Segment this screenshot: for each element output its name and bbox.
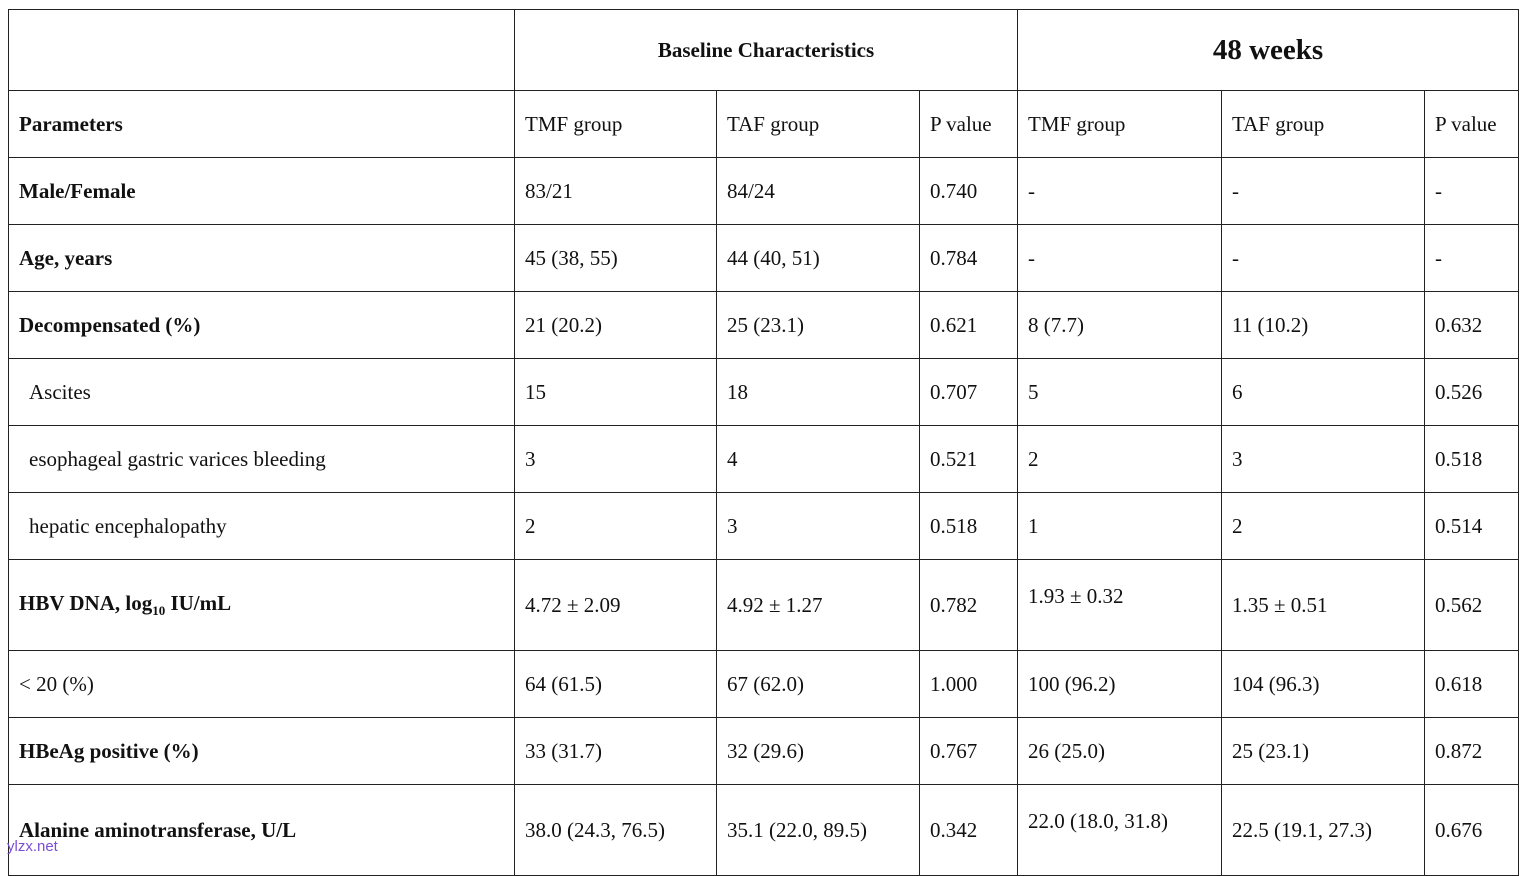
row-label: Male/Female (9, 158, 515, 225)
cell: 64 (61.5) (515, 651, 717, 718)
row-label: esophageal gastric varices bleeding (9, 426, 515, 493)
cell: 38.0 (24.3, 76.5) (515, 785, 717, 876)
col-tmf-48w: TMF group (1018, 91, 1222, 158)
cell: 1.93 ± 0.32 (1018, 560, 1222, 651)
col-p-baseline: P value (920, 91, 1018, 158)
cell: 45 (38, 55) (515, 225, 717, 292)
cell: 22.0 (18.0, 31.8) (1018, 785, 1222, 876)
row-label: Ascites (9, 359, 515, 426)
row-label: < 20 (%) (9, 651, 515, 718)
cell: 0.872 (1425, 718, 1519, 785)
table-row (9, 785, 1519, 876)
group-header-row (9, 10, 1519, 91)
characteristics-table (8, 9, 1519, 876)
cell: - (1425, 158, 1519, 225)
cell: 26 (25.0) (1018, 718, 1222, 785)
table-row (9, 359, 1519, 426)
column-header-row (9, 91, 1519, 158)
col-parameters: Parameters (9, 91, 515, 158)
row-label: Alanine aminotransferase, U/L (9, 785, 515, 876)
cell: 3 (717, 493, 920, 560)
col-taf-baseline: TAF group (717, 91, 920, 158)
cell: 11 (10.2) (1222, 292, 1425, 359)
cell: 18 (717, 359, 920, 426)
cell: 1 (1018, 493, 1222, 560)
row-label-tail: IU/mL (165, 590, 232, 615)
table-row (9, 158, 1519, 225)
cell: 25 (23.1) (717, 292, 920, 359)
row-label-main: HBV DNA, log (19, 590, 153, 615)
cell: 4.92 ± 1.27 (717, 560, 920, 651)
cell: 0.707 (920, 359, 1018, 426)
cell: 0.518 (1425, 426, 1519, 493)
col-taf-48w: TAF group (1222, 91, 1425, 158)
col-tmf-baseline: TMF group (515, 91, 717, 158)
cell: 0.521 (920, 426, 1018, 493)
cell: 0.767 (920, 718, 1018, 785)
cell: 0.782 (920, 560, 1018, 651)
cell: 33 (31.7) (515, 718, 717, 785)
cell: 2 (1222, 493, 1425, 560)
table-row (9, 225, 1519, 292)
week48-header: 48 weeks (1018, 10, 1519, 91)
cell: 0.618 (1425, 651, 1519, 718)
row-label (9, 560, 515, 651)
cell: 25 (23.1) (1222, 718, 1425, 785)
cell: 0.526 (1425, 359, 1519, 426)
cell: 3 (1222, 426, 1425, 493)
cell: 0.518 (920, 493, 1018, 560)
cell: 35.1 (22.0, 89.5) (717, 785, 920, 876)
cell: 0.621 (920, 292, 1018, 359)
row-label: Age, years (9, 225, 515, 292)
cell: 21 (20.2) (515, 292, 717, 359)
row-label: Decompensated (%) (9, 292, 515, 359)
col-p-48w: P value (1425, 91, 1519, 158)
cell: 32 (29.6) (717, 718, 920, 785)
table-row (9, 651, 1519, 718)
cell: 0.342 (920, 785, 1018, 876)
cell: 1.35 ± 0.51 (1222, 560, 1425, 651)
cell: - (1222, 158, 1425, 225)
table-row (9, 718, 1519, 785)
cell: - (1018, 225, 1222, 292)
cell: 0.632 (1425, 292, 1519, 359)
cell: 2 (1018, 426, 1222, 493)
row-label-subscript: 10 (152, 603, 166, 619)
cell: 0.740 (920, 158, 1018, 225)
cell: 44 (40, 51) (717, 225, 920, 292)
cell: 4 (717, 426, 920, 493)
cell: 0.562 (1425, 560, 1519, 651)
cell: 67 (62.0) (717, 651, 920, 718)
cell: 6 (1222, 359, 1425, 426)
cell: 4.72 ± 2.09 (515, 560, 717, 651)
cell: 22.5 (19.1, 27.3) (1222, 785, 1425, 876)
table-row (9, 426, 1519, 493)
baseline-header: Baseline Characteristics (515, 10, 1018, 91)
cell: - (1425, 225, 1519, 292)
cell: - (1222, 225, 1425, 292)
cell: 15 (515, 359, 717, 426)
cell: 83/21 (515, 158, 717, 225)
cell: 0.784 (920, 225, 1018, 292)
table-row (9, 292, 1519, 359)
row-label: hepatic encephalopathy (9, 493, 515, 560)
cell: 84/24 (717, 158, 920, 225)
cell: 0.514 (1425, 493, 1519, 560)
cell: 2 (515, 493, 717, 560)
empty-header-cell (9, 10, 515, 91)
cell: 0.676 (1425, 785, 1519, 876)
row-label: HBeAg positive (%) (9, 718, 515, 785)
cell: - (1018, 158, 1222, 225)
watermark: ylzx.net (7, 838, 58, 855)
table-row (9, 493, 1519, 560)
cell: 5 (1018, 359, 1222, 426)
cell: 104 (96.3) (1222, 651, 1425, 718)
cell: 1.000 (920, 651, 1018, 718)
cell: 3 (515, 426, 717, 493)
table-row (9, 560, 1519, 651)
cell: 100 (96.2) (1018, 651, 1222, 718)
cell: 8 (7.7) (1018, 292, 1222, 359)
